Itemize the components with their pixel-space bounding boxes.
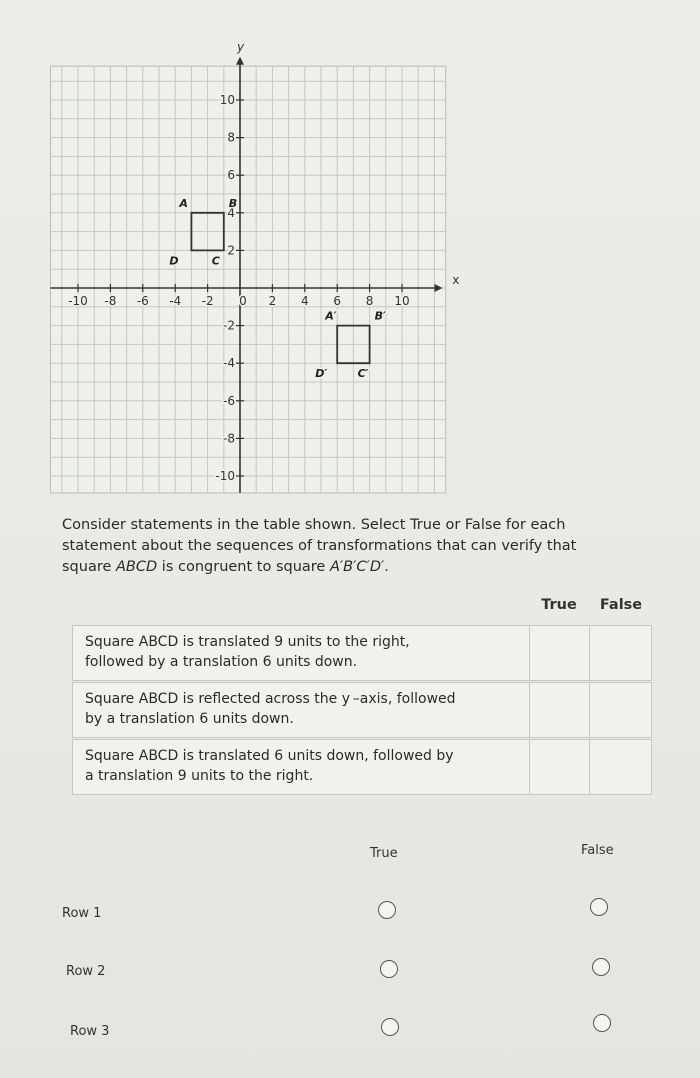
question-prompt: [62, 515, 662, 578]
y-tick-label: -4: [223, 356, 235, 371]
statement-text: Square ABCD is reflected across the y –axis, followed by a translation 6 units down.: [85, 691, 456, 727]
square-a-prime-label-b: B′: [374, 309, 386, 323]
row-2-false-radio[interactable]: [592, 958, 610, 976]
row-1-false-radio[interactable]: [590, 898, 608, 916]
x-tick-label: -10: [68, 294, 88, 308]
statement-row-1: [72, 625, 652, 681]
y-tick-label: -6: [223, 393, 235, 408]
x-tick-label: -6: [136, 294, 149, 308]
square-a-prime-label-c: C′: [357, 367, 369, 381]
square-a-prime-label-d: D′: [315, 367, 328, 381]
x-tick-label: 8: [365, 294, 374, 308]
x-tick-label: -8: [104, 294, 117, 308]
statement-false-cell: [589, 626, 652, 680]
square-abcd-label-b: B: [228, 196, 238, 210]
y-axis-arrow: [236, 57, 244, 65]
prompt-line-2: statement about the sequences of transformations that can verify that: [62, 538, 577, 554]
header-false: False: [599, 597, 643, 613]
square-a-prime-label-a: A′: [325, 309, 337, 323]
square-abcd-label-a: A: [179, 196, 188, 210]
row-1-true-radio[interactable]: [378, 901, 396, 919]
y-tick-label: 2: [227, 243, 235, 258]
square-abcd-label-d: D: [169, 254, 179, 268]
y-tick-label: 4: [227, 205, 235, 220]
y-axis-label: y: [237, 40, 245, 55]
statements-table: [72, 585, 652, 797]
x-axis-label: x: [452, 273, 460, 287]
statement-text: Square ABCD is translated 9 units to the right, followed by a translation 6 units down.: [85, 634, 410, 670]
answer-row-1-label: Row 1: [62, 906, 102, 921]
square-abcd-label-c: C: [211, 254, 220, 268]
answer-false-header: False: [581, 843, 614, 858]
y-tick-label: -10: [215, 469, 235, 483]
header-true: True: [541, 597, 577, 613]
statement-text: Square ABCD is translated 6 units down, followed by a translation 9 units to the right.: [85, 748, 454, 784]
x-tick-label: 0: [239, 294, 247, 308]
answer-row-3-label: Row 3: [70, 1024, 110, 1039]
prompt-line-1: Consider statements in the table shown. Select True or False for each: [62, 517, 566, 533]
grid-background: [50, 66, 445, 493]
statements-table-header: [528, 585, 652, 625]
y-tick-label: 10: [219, 93, 235, 107]
statement-true-cell: [529, 740, 592, 794]
statement-true-cell: [529, 683, 592, 737]
x-tick-label: 2: [268, 294, 277, 308]
y-tick-label: 8: [227, 130, 235, 145]
answer-true-header: True: [370, 846, 398, 861]
statement-false-cell: [589, 740, 652, 794]
statement-true-cell: [529, 626, 592, 680]
prompt-line-3: square ABCD is congruent to square A′B′C′D′.: [62, 559, 389, 575]
statement-false-cell: [589, 683, 652, 737]
row-2-true-radio[interactable]: [380, 960, 398, 978]
row-3-false-radio[interactable]: [593, 1014, 611, 1032]
statement-row-3: [72, 739, 652, 795]
graph-grid: [50, 66, 445, 493]
x-tick-label: -2: [201, 294, 214, 308]
x-tick-label: 10: [394, 294, 410, 308]
y-tick-label: -2: [223, 318, 235, 333]
statement-row-2: [72, 682, 652, 738]
row-3-true-radio[interactable]: [381, 1018, 399, 1036]
x-tick-label: 6: [333, 294, 342, 308]
y-tick-label: 6: [227, 168, 235, 183]
y-tick-label: -8: [223, 431, 235, 446]
coordinate-graph: [0, 0, 700, 500]
answer-row-2-label: Row 2: [66, 964, 106, 979]
x-tick-label: 4: [300, 294, 309, 308]
x-tick-label: -4: [169, 294, 182, 308]
